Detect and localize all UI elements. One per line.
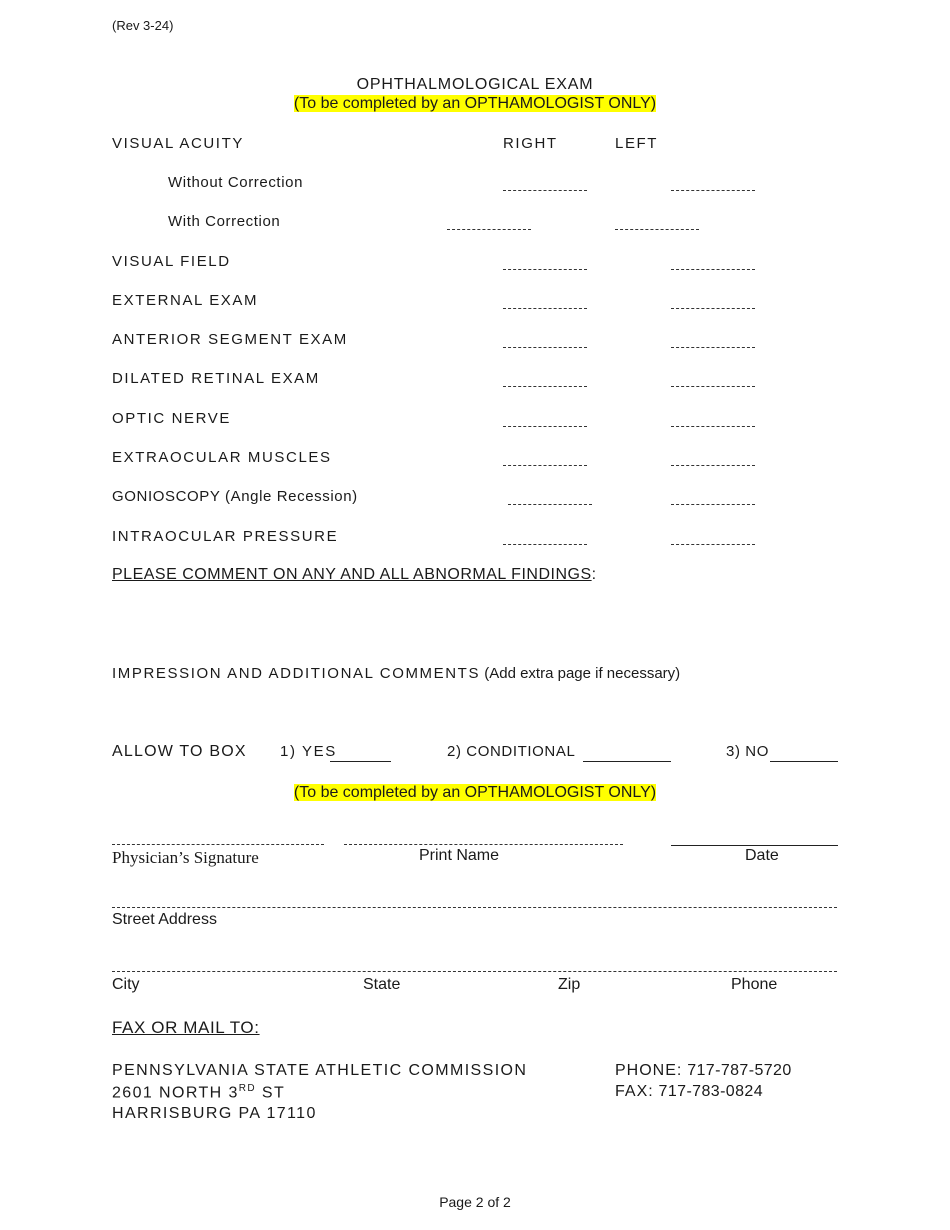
street-main: 2601 NORTH 3 xyxy=(112,1084,239,1102)
allow-conditional-field[interactable] xyxy=(583,761,671,762)
commission-fax-number: 717-783-0824 xyxy=(658,1083,763,1100)
optic-nerve-right-field[interactable] xyxy=(503,426,587,427)
intraocular-pressure-right-field[interactable] xyxy=(503,544,587,545)
extraocular-muscles-right-field[interactable] xyxy=(503,465,587,466)
street-suffix: ST xyxy=(256,1084,286,1102)
impression-label: IMPRESSION AND ADDITIONAL COMMENTS xyxy=(112,665,481,682)
allow-yes-field[interactable] xyxy=(330,761,391,762)
left-column-label: LEFT xyxy=(615,135,659,152)
street-ordinal: RD xyxy=(238,1083,257,1094)
street-address-field[interactable] xyxy=(112,907,837,908)
gonioscopy-right-field[interactable] xyxy=(508,504,592,505)
page-title: OPHTHALMOLOGICAL EXAM xyxy=(356,76,594,93)
date-label: Date xyxy=(745,847,779,864)
visual-field-right-field[interactable] xyxy=(503,269,587,270)
extraocular-muscles-label: EXTRAOCULAR MUSCLES xyxy=(112,449,332,466)
allow-to-box-label: ALLOW TO BOX xyxy=(112,743,247,760)
impression-line xyxy=(112,665,680,682)
allow-no-label: 3) NO xyxy=(726,743,770,760)
external-exam-label: EXTERNAL EXAM xyxy=(112,292,259,309)
commission-phone-number: 717-787-5720 xyxy=(687,1062,792,1079)
revision-label: (Rev 3-24) xyxy=(112,18,174,33)
city-state-zip-phone-field[interactable] xyxy=(112,971,837,972)
phone-label: Phone xyxy=(731,976,778,993)
commission-fax xyxy=(615,1083,763,1101)
intraocular-pressure-label: INTRAOCULAR PRESSURE xyxy=(112,528,339,545)
fax-or-mail-heading: FAX OR MAIL TO: xyxy=(112,1018,260,1037)
commission-street xyxy=(112,1083,285,1102)
zip-label: Zip xyxy=(558,976,581,993)
visual-field-label: VISUAL FIELD xyxy=(112,253,231,270)
without-correction-right-field[interactable] xyxy=(503,190,587,191)
anterior-segment-left-field[interactable] xyxy=(671,347,755,348)
with-correction-right-field[interactable] xyxy=(447,229,531,230)
optic-nerve-left-field[interactable] xyxy=(671,426,755,427)
date-field[interactable] xyxy=(671,845,838,846)
dilated-retinal-right-field[interactable] xyxy=(503,386,587,387)
commission-fax-label: FAX: xyxy=(615,1083,654,1100)
commission-city: HARRISBURG PA 17110 xyxy=(112,1105,317,1122)
optic-nerve-label: OPTIC NERVE xyxy=(112,410,232,427)
with-correction-label: With Correction xyxy=(168,213,281,230)
physician-signature-label: Physician’s Signature xyxy=(112,848,259,867)
intraocular-pressure-left-field[interactable] xyxy=(671,544,755,545)
state-label: State xyxy=(363,976,401,993)
title-note: (To be completed by an OPTHAMOLOGIST ONLY) xyxy=(293,95,657,112)
allow-no-field[interactable] xyxy=(770,761,838,762)
allow-note: (To be completed by an OPTHAMOLOGIST ONLY) xyxy=(293,784,657,801)
abnormal-findings-text: PLEASE COMMENT ON ANY AND ALL ABNORMAL FINDINGS xyxy=(112,566,592,583)
anterior-segment-label: ANTERIOR SEGMENT EXAM xyxy=(112,331,348,348)
impression-note: (Add extra page if necessary) xyxy=(484,665,681,682)
extraocular-muscles-left-field[interactable] xyxy=(671,465,755,466)
with-correction-left-field[interactable] xyxy=(615,229,699,230)
visual-field-left-field[interactable] xyxy=(671,269,755,270)
anterior-segment-right-field[interactable] xyxy=(503,347,587,348)
commission-phone xyxy=(615,1062,792,1080)
page-number: Page 2 of 2 xyxy=(439,1194,511,1210)
print-name-field[interactable] xyxy=(344,844,623,845)
city-label: City xyxy=(112,976,140,993)
commission-phone-label: PHONE: xyxy=(615,1062,683,1079)
physician-signature-field[interactable] xyxy=(112,844,324,845)
right-column-label: RIGHT xyxy=(503,135,558,152)
street-address-label: Street Address xyxy=(112,911,217,928)
abnormal-findings-heading xyxy=(112,566,597,584)
external-exam-left-field[interactable] xyxy=(671,308,755,309)
visual-acuity-label: VISUAL ACUITY xyxy=(112,135,244,152)
print-name-label: Print Name xyxy=(419,847,500,864)
gonioscopy-left-field[interactable] xyxy=(671,504,755,505)
allow-yes-label: 1) YES xyxy=(280,743,337,760)
external-exam-right-field[interactable] xyxy=(503,308,587,309)
abnormal-findings-colon: : xyxy=(591,566,597,583)
without-correction-left-field[interactable] xyxy=(671,190,755,191)
allow-conditional-label: 2) CONDITIONAL xyxy=(447,743,576,760)
without-correction-label: Without Correction xyxy=(168,174,304,191)
gonioscopy-label: GONIOSCOPY (Angle Recession) xyxy=(112,488,358,505)
commission-name: PENNSYLVANIA STATE ATHLETIC COMMISSION xyxy=(112,1062,528,1079)
dilated-retinal-label: DILATED RETINAL EXAM xyxy=(112,370,320,387)
dilated-retinal-left-field[interactable] xyxy=(671,386,755,387)
